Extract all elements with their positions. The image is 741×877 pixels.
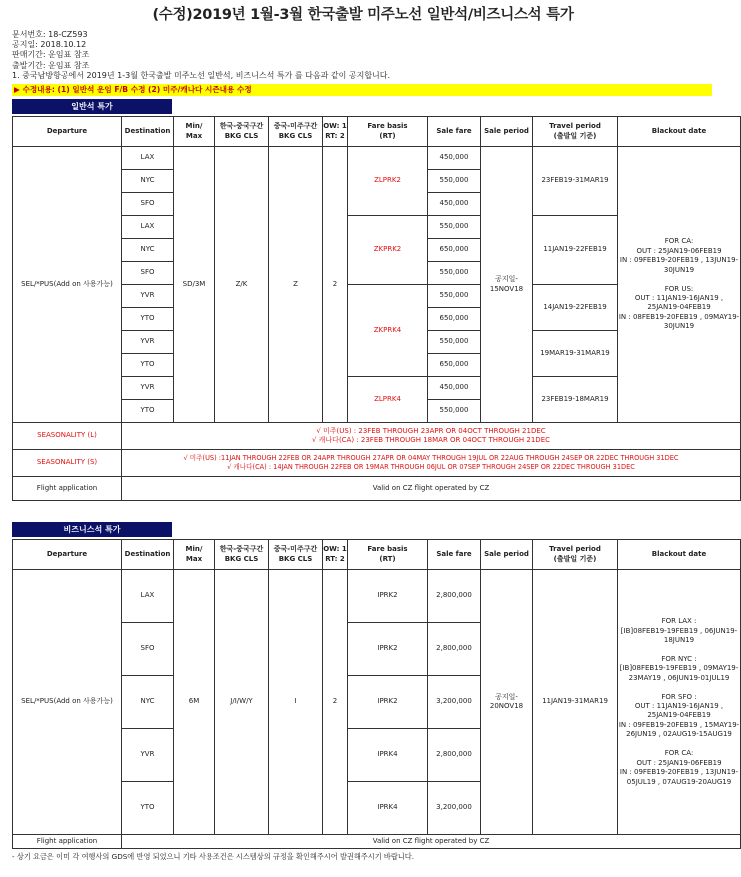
seasonality-l-row [13,423,741,450]
table-row [13,570,741,623]
blackout-cell [618,147,741,423]
economy-fare-table [12,116,741,501]
flight-application-text: Valid on CZ flight operated by CZ [122,835,741,849]
fare-basis-cell: IPRK4 [348,729,428,782]
blackout-line: 18JUN19 [663,635,695,644]
fare-basis-cell: IPRK2 [348,676,428,729]
blackout-line: FOR SFO : [661,692,697,701]
blackout-line: FOR NYC : [661,654,697,663]
header-minmax: Min/ Max [174,117,215,147]
header-destination: Destination [122,540,174,570]
sale-fare-cell: 550,000 [428,216,481,239]
destination-cell: YVR [122,377,174,400]
sale-fare-cell: 550,000 [428,400,481,423]
sale-fare-cell: 2,800,000 [428,570,481,623]
destination-cell: NYC [122,239,174,262]
blackout-line: OUT : 11JAN19-16JAN19 , [634,702,724,710]
travel-period-cell: 23FEB19-18MAR19 [533,377,618,423]
header-sale-period: Sale period [481,540,533,570]
destination-cell: LAX [122,147,174,170]
departure-cell: SEL/*PUS(Add on 사용가능) [13,147,122,423]
sale-fare-cell: 2,800,000 [428,623,481,676]
sale-period-cell: 공지일- 15NOV18 [481,147,533,423]
blackout-line: FOR CA: [664,237,694,246]
business-tag: 비즈니스석 특가 [12,522,172,537]
blackout-line: 05JUL19 , 07AUG19-20AUG19 [626,777,732,786]
fare-basis-cell: IPRK4 [348,782,428,835]
sale-fare-cell: 650,000 [428,239,481,262]
travel-period-cell: 11JAN19-22FEB19 [533,216,618,285]
blackout-cell [618,570,741,835]
header-cn-us-class: 중국-미주구간 BKG CLS [269,540,323,570]
document-meta [12,30,390,81]
blackout-line: [IB]08FEB19-19FEB19 , 09MAY19- [619,664,739,673]
sale-fare-cell: 550,000 [428,170,481,193]
destination-cell: YVR [122,729,174,782]
sale-fare-cell: 650,000 [428,308,481,331]
header-destination: Destination [122,117,174,147]
sale-fare-cell: 650,000 [428,354,481,377]
sale-period-cell: 공지일- 20NOV18 [481,570,533,835]
travel-period-cell: 14JAN19-22FEB19 [533,285,618,331]
ow-rt-cell: 2 [323,147,348,423]
travel-period-cell: 19MAR19-31MAR19 [533,331,618,377]
header-kr-cn-class: 한국-중국구간 BKG CLS [215,117,269,147]
header-blackout: Blackout date [618,117,741,147]
business-header-row [13,540,741,570]
destination-cell: SFO [122,262,174,285]
cn-us-class-cell: Z [269,147,323,423]
fare-basis-cell: ZLPRK2 [348,147,428,216]
header-kr-cn-class: 한국-중국구간 BKG CLS [215,540,269,570]
blackout-line: FOR US: [664,284,694,293]
destination-cell: SFO [122,623,174,676]
blackout-line: IN : 09FEB19-20FEB19 , 13JUN19- [619,256,739,265]
seasonality-s-row [13,450,741,477]
header-minmax: Min/ Max [174,540,215,570]
header-departure: Departure [13,117,122,147]
sale-fare-cell: 550,000 [428,331,481,354]
header-fare-basis: Fare basis (RT) [348,540,428,570]
sale-fare-cell: 450,000 [428,377,481,400]
seasonality-s-text: √ 미주(US) :11JAN THROUGH 22FEB OR 24APR THROUGH 27APR OR 04MAY THROUGH 19JUL OR 22AUG THROUGH 24SEP OR 22DEC THROUGH 31DEC √ 캐나다(CA) : 14JAN THROUGH 22FEB OR 19MAR THROUGH 06JUL OR 07SEP THROUGH 24SEP OR 22DEC THROUGH 31DEC [122,450,741,477]
blackout-line: IN : 09FEB19-20FEB19 , 13JUN19- [619,768,739,777]
destination-cell: YTO [122,308,174,331]
blackout-line [618,645,740,654]
sale-period-note: 판매기간: 운임표 참조 [12,50,90,60]
ow-rt-cell: 2 [323,570,348,835]
flight-application-text: Valid on CZ flight operated by CZ [122,477,741,501]
blackout-line: FOR LAX : [661,617,697,626]
destination-cell: LAX [122,216,174,239]
header-travel-period: Travel period (출발일 기준) [533,117,618,147]
destination-cell: YVR [122,331,174,354]
fare-basis-cell: ZKPRK2 [348,216,428,285]
destination-cell: SFO [122,193,174,216]
header-ow-rt: OW: 1 RT: 2 [323,540,348,570]
destination-cell: YTO [122,400,174,423]
header-cn-us-class: 중국-미주구간 BKG CLS [269,117,323,147]
business-fare-table [12,539,741,849]
blackout-line: 23MAY19 , 06JUN19-01JUL19 [628,673,730,682]
page-title: (수정)2019년 1월-3월 한국출발 미주노선 일반석/비즈니스석 특가 [152,7,574,23]
seasonality-l-label: SEASONALITY (L) [13,423,122,450]
header-fare-basis: Fare basis (RT) [348,117,428,147]
blackout-line [618,683,740,692]
blackout-line: OUT : 11JAN19-16JAN19 , [634,293,724,302]
blackout-line: OUT : 25JAN19-06FEB19 [636,758,722,767]
sale-fare-cell: 450,000 [428,147,481,170]
destination-cell: NYC [122,676,174,729]
economy-header-row [13,117,741,147]
blackout-line: 25JAN19-04FEB19 [647,711,711,720]
header-sale-period: Sale period [481,117,533,147]
destination-cell: YTO [122,782,174,835]
fare-basis-cell: IPRK2 [348,623,428,676]
flight-application-label: Flight application [13,477,122,501]
header-blackout: Blackout date [618,540,741,570]
kr-cn-class-cell: Z/K [215,147,269,423]
blackout-line: [IB]08FEB19-19FEB19 , 06JUN19- [620,626,738,635]
header-departure: Departure [13,540,122,570]
fare-basis-cell: ZKPRK4 [348,285,428,377]
blackout-line: 30JUN19 [663,322,695,331]
destination-cell: NYC [122,170,174,193]
announce-date: 공지일: 2018.10.12 [12,40,87,50]
blackout-line [618,275,740,284]
flight-application-row [13,835,741,849]
sale-fare-cell: 3,200,000 [428,676,481,729]
departure-cell: SEL/*PUS(Add on 사용가능) [13,570,122,835]
fare-basis-cell: ZLPRK4 [348,377,428,423]
minmax-cell: 6M [174,570,215,835]
sale-fare-cell: 2,800,000 [428,729,481,782]
destination-cell: YVR [122,285,174,308]
destination-cell: YTO [122,354,174,377]
intro-text: 1. 중국남방항공에서 2019년 1-3월 한국출발 미주노선 일반석, 비즈니스석 특가 를 다음과 같이 공지합니다. [12,70,391,80]
sale-fare-cell: 550,000 [428,262,481,285]
minmax-cell: SD/3M [174,147,215,423]
travel-period-cell: 11JAN19-31MAR19 [533,570,618,835]
cn-us-class-cell: I [269,570,323,835]
fare-basis-cell: IPRK2 [348,570,428,623]
blackout-line: 30JUN19 [663,265,695,274]
revision-notice: ▶ 수정내용: (1) 일반석 운임 F/B 수정 (2) 미주/캐나다 시즌내용 수정 [12,84,712,96]
header-sale-fare: Sale fare [428,540,481,570]
kr-cn-class-cell: J/I/W/Y [215,570,269,835]
blackout-line: 25JAN19-04FEB19 [647,303,711,312]
blackout-line: FOR CA: [664,749,694,758]
header-sale-fare: Sale fare [428,117,481,147]
blackout-line: 26JUN19 , 02AUG19-15AUG19 [626,730,732,739]
seasonality-l-text: √ 미주(US) : 23FEB THROUGH 23APR OR 04OCT THROUGH 21DEC √ 캐나다(CA) : 23FEB THROUGH 18MAR OR 04OCT THROUGH 21DEC [122,423,741,450]
sale-fare-cell: 3,200,000 [428,782,481,835]
travel-period-cell: 23FEB19-31MAR19 [533,147,618,216]
blackout-line [618,740,740,749]
economy-tag: 일반석 특가 [12,99,172,114]
destination-cell: LAX [122,570,174,623]
seasonality-s-label: SEASONALITY (S) [13,450,122,477]
blackout-line: IN : 08FEB19-20FEB19 , 09MAY19- [618,312,740,321]
footnote: - 상기 요금은 이미 각 여행사의 GDS에 반영 되었으니 기타 사용조건은 시스템상의 규정을 확인해주시어 발권해주시기 바랍니다. [12,852,414,861]
blackout-line: IN : 09FEB19-20FEB19 , 15MAY19- [618,720,740,729]
travel-period-note: 출발기간: 운임표 참조 [12,60,90,70]
sale-fare-cell: 550,000 [428,285,481,308]
doc-number: 문서번호: 18-CZ593 [12,30,88,39]
flight-application-label: Flight application [13,835,122,849]
blackout-line: OUT : 25JAN19-06FEB19 [636,246,722,255]
flight-application-row [13,477,741,501]
table-row [13,147,741,170]
header-travel-period: Travel period (출발일 기준) [533,540,618,570]
sale-fare-cell: 450,000 [428,193,481,216]
header-ow-rt: OW: 1 RT: 2 [323,117,348,147]
